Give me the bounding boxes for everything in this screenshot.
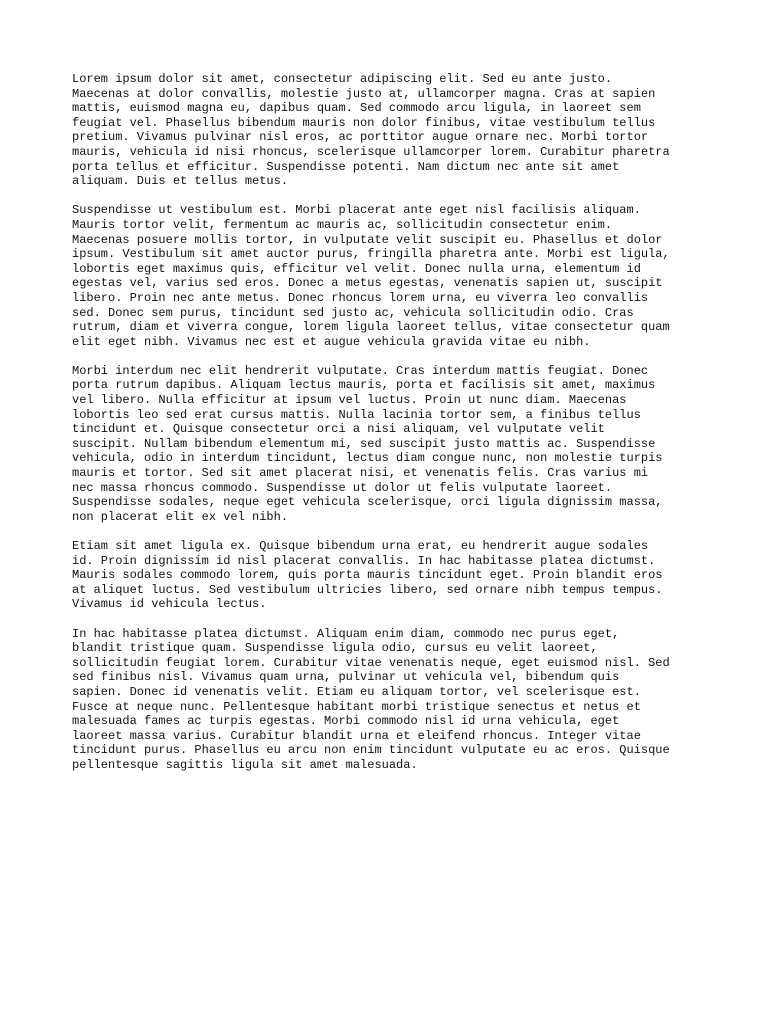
paragraph-3: Morbi interdum nec elit hendrerit vulputate. Cras interdum mattis feugiat. Donec porta rutrum dapibus. Aliquam lectus mauris, porta et facilisis sit amet, maximus vel libero. Nulla efficitur at ipsum vel luctus. Proin ut nunc diam. Maecenas lobortis leo sed erat cursus mattis. Nulla lacinia tortor sem, a finibus tellus tincidunt et. Quisque consectetur orci a nisi aliquam, vel vulputate velit suscipit. Nullam bibendum elementum mi, sed suscipit justo mattis ac. Suspendisse vehicula, odio in interdum tincidunt, lectus diam congue nunc, non molestie turpis mauris et tortor. Sed sit amet placerat nisi, et venenatis felis. Cras varius mi nec massa rhoncus commodo. Suspendisse ut dolor ut felis vulputate laoreet. Suspendisse sodales, neque eget vehicula scelerisque, orci ligula dignissim massa, non placerat elit ex vel nibh. [72, 363, 663, 524]
paragraph-2: Suspendisse ut vestibulum est. Morbi placerat ante eget nisl facilisis aliquam. Mauris tortor velit, fermentum ac mauris ac, sollicitudin consectetur enim. Maecenas posuere mollis tortor, in vulputate velit suscipit eu. Phasellus et dolor ipsum. Vestibulum sit amet auctor purus, fringilla pharetra ante. Morbi est ligula, lobortis eget maximus quis, efficitur vel velit. Donec nulla urna, elementum id egestas vel, varius sed eros. Donec a metus egestas, venenatis sapien ut, suscipit libero. Proin nec ante metus. Donec rhoncus lorem urna, eu viverra leo convallis sed. Donec sem purus, tincidunt sed justo ac, vehicula sollicitudin odio. Cras rutrum, diam et viverra congue, lorem ligula laoreet tellus, vitae consectetur quam elit eget nibh. Vivamus nec est et augue vehicula gravida vitae eu nibh. [72, 203, 670, 349]
paragraph-4: Etiam sit amet ligula ex. Quisque bibendum urna erat, eu hendrerit augue sodales id. Proin dignissim id nisl placerat convallis. In hac habitasse platea dictumst. Mauris sodales commodo lorem, quis porta mauris tincidunt eget. Proin blandit eros at aliquet luctus. Sed vestibulum ultricies libero, sed ornare nibh tempus tempus. Vivamus id vehicula lectus. [72, 539, 663, 612]
document-page [72, 72, 712, 787]
paragraph-1: Lorem ipsum dolor sit amet, consectetur adipiscing elit. Sed eu ante justo. Maecenas at dolor convallis, molestie justo at, ullamcorper magna. Cras at sapien mattis, euismod magna eu, dapibus quam. Sed commodo arcu ligula, in laoreet sem feugiat vel. Phasellus bibendum mauris non dolor finibus, vitae vestibulum tellus pretium. Vivamus pulvinar nisl eros, ac porttitor augue ornare nec. Morbi tortor mauris, vehicula id nisi rhoncus, scelerisque ullamcorper lorem. Curabitur pharetra porta tellus et efficitur. Suspendisse potenti. Nam dictum nec ante sit amet aliquam. Duis et tellus metus. [72, 72, 670, 189]
paragraph-5: In hac habitasse platea dictumst. Aliquam enim diam, commodo nec purus eget, blandit tristique quam. Suspendisse ligula odio, cursus eu velit laoreet, sollicitudin feugiat lorem. Curabitur vitae venenatis neque, eget euismod nisl. Sed sed finibus nisl. Vivamus quam urna, pulvinar ut vehicula vel, bibendum quis sapien. Donec id venenatis velit. Etiam eu aliquam tortor, vel scelerisque est. Fusce at neque nunc. Pellentesque habitant morbi tristique senectus et netus et malesuada fames ac turpis egestas. Morbi commodo nisl id urna vehicula, eget laoreet massa varius. Curabitur blandit urna et eleifend rhoncus. Integer vitae tincidunt purus. Phasellus eu arcu non enim tincidunt vulputate eu ac eros. Quisque pellentesque sagittis ligula sit amet malesuada. [72, 626, 670, 772]
